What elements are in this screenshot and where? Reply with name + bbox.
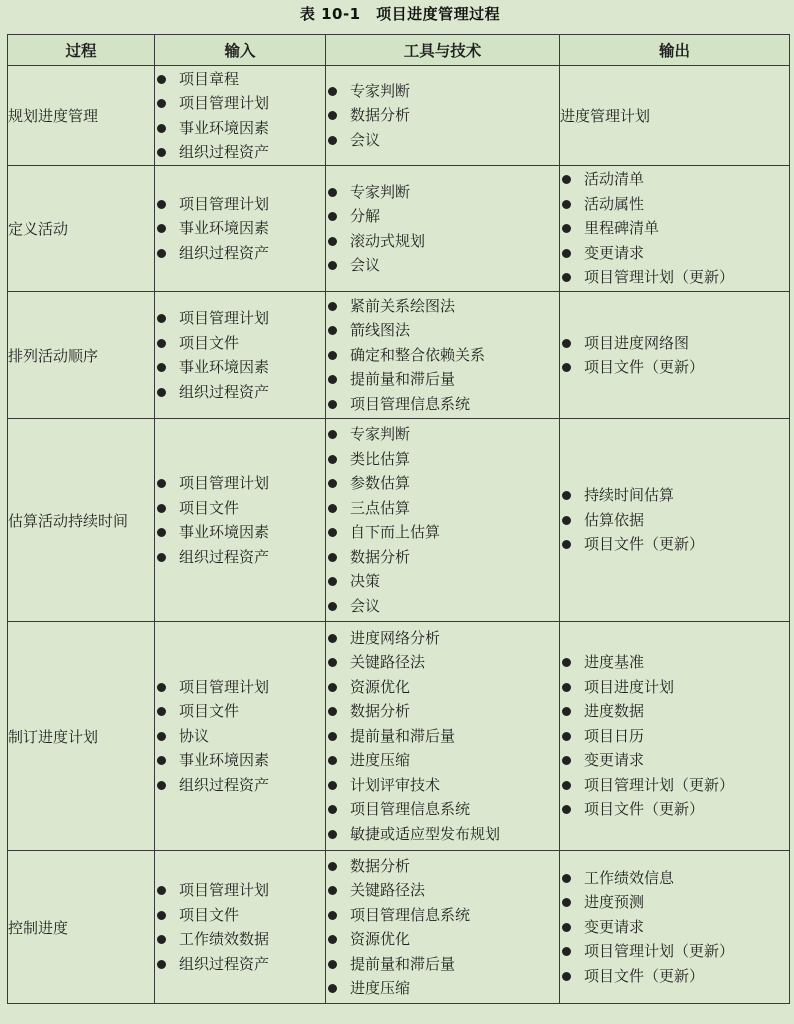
output-item: 项目管理计划（更新）: [560, 939, 789, 964]
tool-item: 进度压缩: [326, 976, 559, 1001]
table-body: [8, 66, 790, 1004]
input-list: [155, 192, 325, 266]
output-list: [560, 650, 789, 822]
output-item: 项目文件（更新）: [560, 355, 789, 380]
process-table: [7, 34, 790, 1004]
input-item: 事业环境因素: [155, 520, 325, 545]
process-name: 估算活动持续时间: [8, 419, 155, 622]
tool-list: [326, 626, 559, 847]
input-cell: [155, 851, 326, 1004]
header-outputs: 输出: [560, 35, 790, 66]
output-list: [560, 331, 789, 380]
input-cell: [155, 419, 326, 622]
tool-cell: [326, 292, 560, 419]
input-item: 项目管理计划: [155, 675, 325, 700]
output-list: [560, 866, 789, 989]
header-process: 过程: [8, 35, 155, 66]
output-item: 项目进度计划: [560, 675, 789, 700]
input-item: 项目管理计划: [155, 192, 325, 217]
input-item: 组织过程资产: [155, 380, 325, 405]
input-item: 项目管理计划: [155, 91, 325, 116]
output-item: 变更请求: [560, 915, 789, 940]
output-item: 项目日历: [560, 724, 789, 749]
tool-item: 项目管理信息系统: [326, 797, 559, 822]
tool-cell: [326, 66, 560, 166]
tool-item: 项目管理信息系统: [326, 392, 559, 417]
output-item: 项目文件（更新）: [560, 964, 789, 989]
output-list: [560, 483, 789, 557]
input-item: 组织过程资产: [155, 140, 325, 165]
input-item: 事业环境因素: [155, 748, 325, 773]
input-list: [155, 306, 325, 404]
output-item: 工作绩效信息: [560, 866, 789, 891]
tool-item: 决策: [326, 569, 559, 594]
output-cell: [560, 851, 790, 1004]
tool-item: 专家判断: [326, 422, 559, 447]
table-row: [8, 66, 790, 166]
output-item: 进度预测: [560, 890, 789, 915]
tool-item: 箭线图法: [326, 318, 559, 343]
tool-item: 专家判断: [326, 180, 559, 205]
tool-list: [326, 180, 559, 278]
output-cell: [560, 292, 790, 419]
input-item: 项目文件: [155, 331, 325, 356]
process-name: 规划进度管理: [8, 66, 155, 166]
output-item: 估算依据: [560, 508, 789, 533]
tool-item: 计划评审技术: [326, 773, 559, 798]
input-item: 事业环境因素: [155, 216, 325, 241]
tool-cell: [326, 622, 560, 851]
output-item: 里程碑清单: [560, 216, 789, 241]
output-cell: [560, 622, 790, 851]
output-item: 项目管理计划（更新）: [560, 773, 789, 798]
tool-item: 提前量和滞后量: [326, 367, 559, 392]
input-item: 项目文件: [155, 699, 325, 724]
input-item: 项目文件: [155, 496, 325, 521]
output-item: 活动属性: [560, 192, 789, 217]
tool-item: 滚动式规划: [326, 229, 559, 254]
tool-item: 关键路径法: [326, 878, 559, 903]
table-row: [8, 851, 790, 1004]
input-cell: [155, 66, 326, 166]
tool-item: 会议: [326, 594, 559, 619]
table-row: [8, 622, 790, 851]
tool-list: [326, 854, 559, 1001]
tool-cell: [326, 851, 560, 1004]
tool-item: 三点估算: [326, 496, 559, 521]
output-cell: 进度管理计划: [560, 66, 790, 166]
tool-item: 会议: [326, 253, 559, 278]
tool-item: 紧前关系绘图法: [326, 294, 559, 319]
output-item: 变更请求: [560, 241, 789, 266]
input-list: [155, 67, 325, 165]
output-item: 进度数据: [560, 699, 789, 724]
input-item: 工作绩效数据: [155, 927, 325, 952]
tool-list: [326, 79, 559, 153]
input-item: 项目管理计划: [155, 306, 325, 331]
input-cell: [155, 292, 326, 419]
tool-item: 数据分析: [326, 699, 559, 724]
input-item: 项目文件: [155, 903, 325, 928]
tool-item: 资源优化: [326, 927, 559, 952]
input-item: 组织过程资产: [155, 241, 325, 266]
input-list: [155, 878, 325, 976]
tool-item: 资源优化: [326, 675, 559, 700]
input-item: 项目管理计划: [155, 471, 325, 496]
tool-item: 专家判断: [326, 79, 559, 104]
input-item: 事业环境因素: [155, 355, 325, 380]
output-item: 进度基准: [560, 650, 789, 675]
tool-item: 提前量和滞后量: [326, 724, 559, 749]
input-cell: [155, 622, 326, 851]
header-inputs: 输入: [155, 35, 326, 66]
table-row: [8, 419, 790, 622]
tool-item: 数据分析: [326, 103, 559, 128]
output-item: 项目文件（更新）: [560, 532, 789, 557]
tool-item: 项目管理信息系统: [326, 903, 559, 928]
output-item: 项目进度网络图: [560, 331, 789, 356]
output-item: 项目管理计划（更新）: [560, 265, 789, 290]
table-row: [8, 166, 790, 292]
input-cell: [155, 166, 326, 292]
input-list: [155, 471, 325, 569]
tool-cell: [326, 419, 560, 622]
output-item: 活动清单: [560, 167, 789, 192]
process-name: 排列活动顺序: [8, 292, 155, 419]
input-item: 组织过程资产: [155, 545, 325, 570]
tool-item: 确定和整合依赖关系: [326, 343, 559, 368]
output-cell: [560, 166, 790, 292]
tool-item: 分解: [326, 204, 559, 229]
input-item: 组织过程资产: [155, 773, 325, 798]
input-item: 组织过程资产: [155, 952, 325, 977]
tool-item: 敏捷或适应型发布规划: [326, 822, 559, 847]
tool-item: 类比估算: [326, 447, 559, 472]
table-caption: 表 10-1 项目进度管理过程: [299, 5, 501, 23]
input-item: 事业环境因素: [155, 116, 325, 141]
input-item: 项目章程: [155, 67, 325, 92]
header-row: [8, 35, 790, 66]
output-cell: [560, 419, 790, 622]
header-tools: 工具与技术: [326, 35, 560, 66]
input-item: 协议: [155, 724, 325, 749]
output-list: [560, 167, 789, 290]
output-item: 项目文件（更新）: [560, 797, 789, 822]
tool-item: 会议: [326, 128, 559, 153]
process-name: 控制进度: [8, 851, 155, 1004]
tool-item: 自下而上估算: [326, 520, 559, 545]
table-row: [8, 292, 790, 419]
tool-item: 提前量和滞后量: [326, 952, 559, 977]
input-list: [155, 675, 325, 798]
tool-cell: [326, 166, 560, 292]
tool-list: [326, 422, 559, 618]
process-name: 定义活动: [8, 166, 155, 292]
tool-item: 数据分析: [326, 545, 559, 570]
tool-list: [326, 294, 559, 417]
process-name: 制订进度计划: [8, 622, 155, 851]
tool-item: 进度网络分析: [326, 626, 559, 651]
output-item: 变更请求: [560, 748, 789, 773]
output-item: 持续时间估算: [560, 483, 789, 508]
input-item: 项目管理计划: [155, 878, 325, 903]
tool-item: 进度压缩: [326, 748, 559, 773]
tool-item: 数据分析: [326, 854, 559, 879]
tool-item: 参数估算: [326, 471, 559, 496]
tool-item: 关键路径法: [326, 650, 559, 675]
